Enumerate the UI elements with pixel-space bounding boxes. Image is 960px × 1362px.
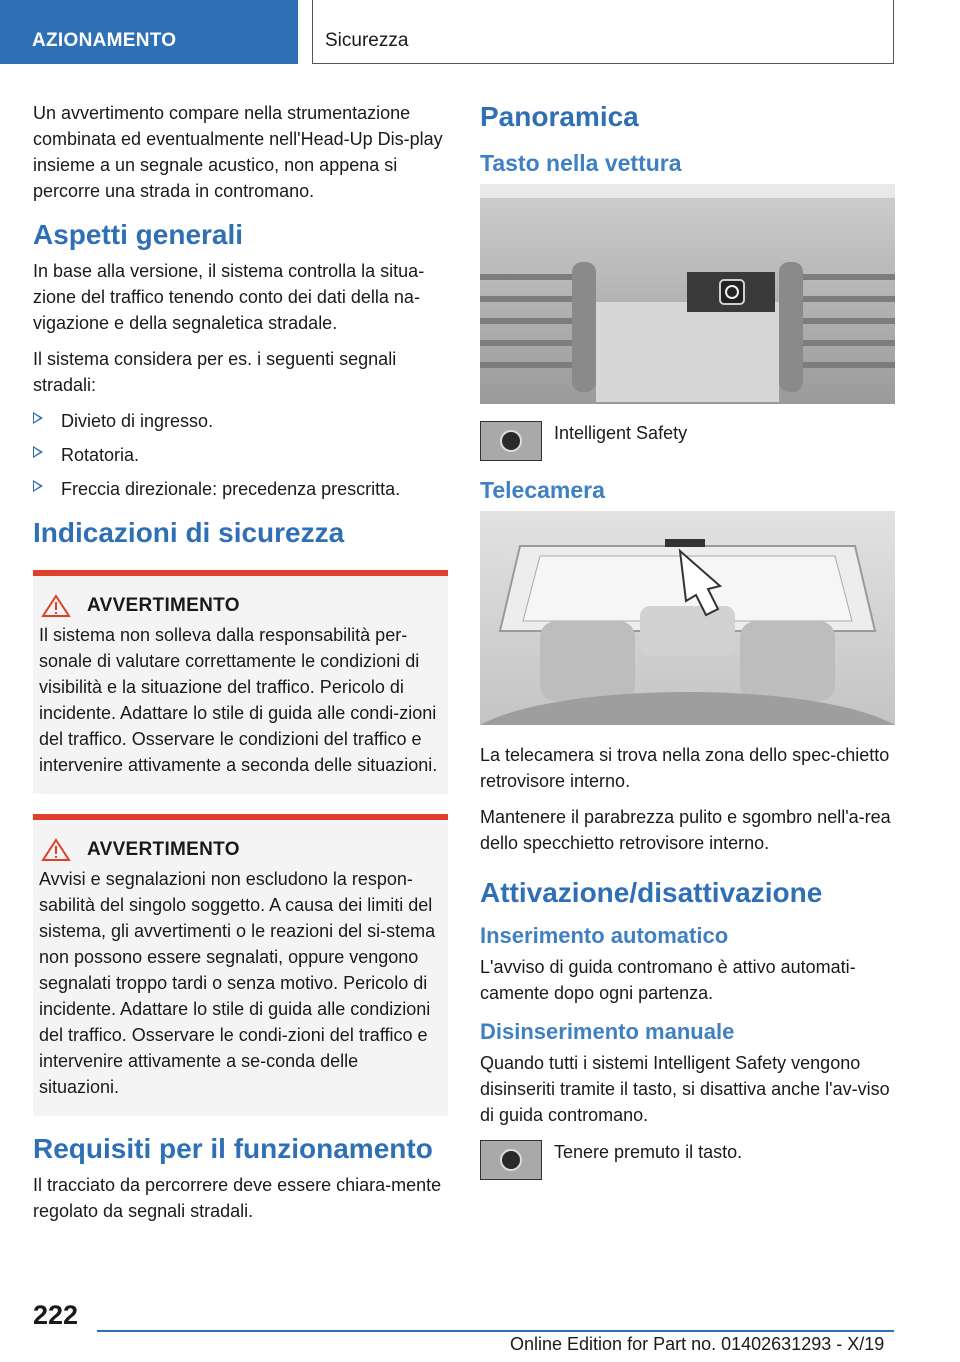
camera-photo — [480, 511, 895, 725]
edition-note: Online Edition for Part no. 01402631293 - X/19 — [510, 1334, 885, 1354]
left-column — [33, 100, 448, 1234]
camera-heading: Telecamera — [480, 477, 605, 503]
page-number: 222 — [33, 1300, 79, 1330]
overview-heading: Panoramica — [480, 101, 639, 132]
warning-triangle-icon — [39, 838, 79, 862]
auto-heading: Inserimento automatico — [480, 923, 729, 948]
intelligent-safety-button-icon — [480, 421, 542, 461]
warning-box-2 — [33, 814, 448, 1116]
auto-paragraph: L'avviso di guida contromano è attivo automati-camente dopo ogni partenza. — [480, 957, 856, 1003]
hold-button-row — [480, 1140, 895, 1180]
intelligent-safety-row — [480, 421, 895, 461]
warning-text: Avvisi e segnalazioni non escludono la respon-sabilità del singolo soggetto. A causa dei limiti del sistema, gli avvertimenti o le reazioni del si-stema non possono essere segnalati, oppure vengono segnalati troppo tardi o senza motivo. Pericolo di incidente. Adattare lo stile di guida alle condizioni del traffico. Osservare le condi-zioni del traffico e intervenire attivamente a se-conda delle situazioni. — [39, 869, 436, 1097]
sign-list — [33, 408, 448, 502]
chapter-tab — [0, 0, 298, 64]
warning-title: AVVERTIMENTO — [87, 839, 240, 860]
right-column — [480, 100, 895, 1194]
list-item: Divieto di ingresso. — [33, 408, 448, 434]
general-paragraph-2: Il sistema considera per es. i seguenti segnali stradali: — [33, 349, 397, 395]
general-heading: Aspetti generali — [33, 219, 244, 250]
section-title: Sicurezza — [325, 30, 409, 51]
intelligent-safety-button-icon — [480, 1140, 542, 1180]
hold-label: Tenere premuto il tasto. — [554, 1142, 743, 1162]
list-item: Rotatoria. — [33, 442, 448, 468]
manual-heading: Disinserimento manuale — [480, 1019, 735, 1044]
camera-paragraph-1: La telecamera si trova nella zona dello spec-chietto retrovisore interno. — [480, 745, 890, 791]
list-item: Freccia direzionale: precedenza prescritta. — [33, 476, 448, 502]
activation-heading: Attivazione/disattivazione — [480, 877, 823, 908]
warning-box-1 — [33, 570, 448, 794]
warning-text: Il sistema non solleva dalla responsabilità per-sonale di valutare correttamente le condizioni di visibilità e la situazione del traffico. Pericolo di incidente. Adattare lo stile di guida alle condi-zioni del traffico. Osservare le condizioni del traffico e intervenire attivamente a seconda delle situazioni. — [39, 625, 438, 775]
bullet-triangle-icon — [33, 480, 43, 492]
chapter-title: AZIONAMENTO — [32, 30, 177, 51]
footer-divider — [97, 1330, 894, 1332]
bullet-triangle-icon — [33, 412, 43, 424]
general-paragraph-1: In base alla versione, il sistema controlla la situa-zione del traffico tenendo conto dei dati della na-vigazione e della segnaletica stradale. — [33, 261, 425, 333]
dashboard-button-photo — [480, 184, 895, 404]
bullet-triangle-icon — [33, 446, 43, 458]
section-tab — [312, 0, 894, 64]
requirements-paragraph: Il tracciato da percorrere deve essere chiara-mente regolato da segnali stradali. — [33, 1175, 442, 1221]
warning-triangle-icon — [39, 594, 79, 618]
intro-paragraph: Un avvertimento compare nella strumentazione combinata ed eventualmente nell'Head-Up Dis-play insieme a un segnale acustico, non appena si percorre una strada in contromano. — [33, 103, 443, 201]
requirements-heading: Requisiti per il funzionamento — [33, 1133, 433, 1164]
button-label: Intelligent Safety — [554, 423, 688, 443]
camera-paragraph-2: Mantenere il parabrezza pulito e sgombro nell'a-rea dello specchietto retrovisore interno. — [480, 807, 891, 853]
button-heading: Tasto nella vettura — [480, 150, 682, 176]
manual-paragraph: Quando tutti i sistemi Intelligent Safety vengono disinseriti tramite il tasto, si disattiva anche l'av-viso di guida contromano. — [480, 1053, 890, 1125]
warning-title: AVVERTIMENTO — [87, 595, 240, 616]
safety-heading: Indicazioni di sicurezza — [33, 517, 345, 548]
